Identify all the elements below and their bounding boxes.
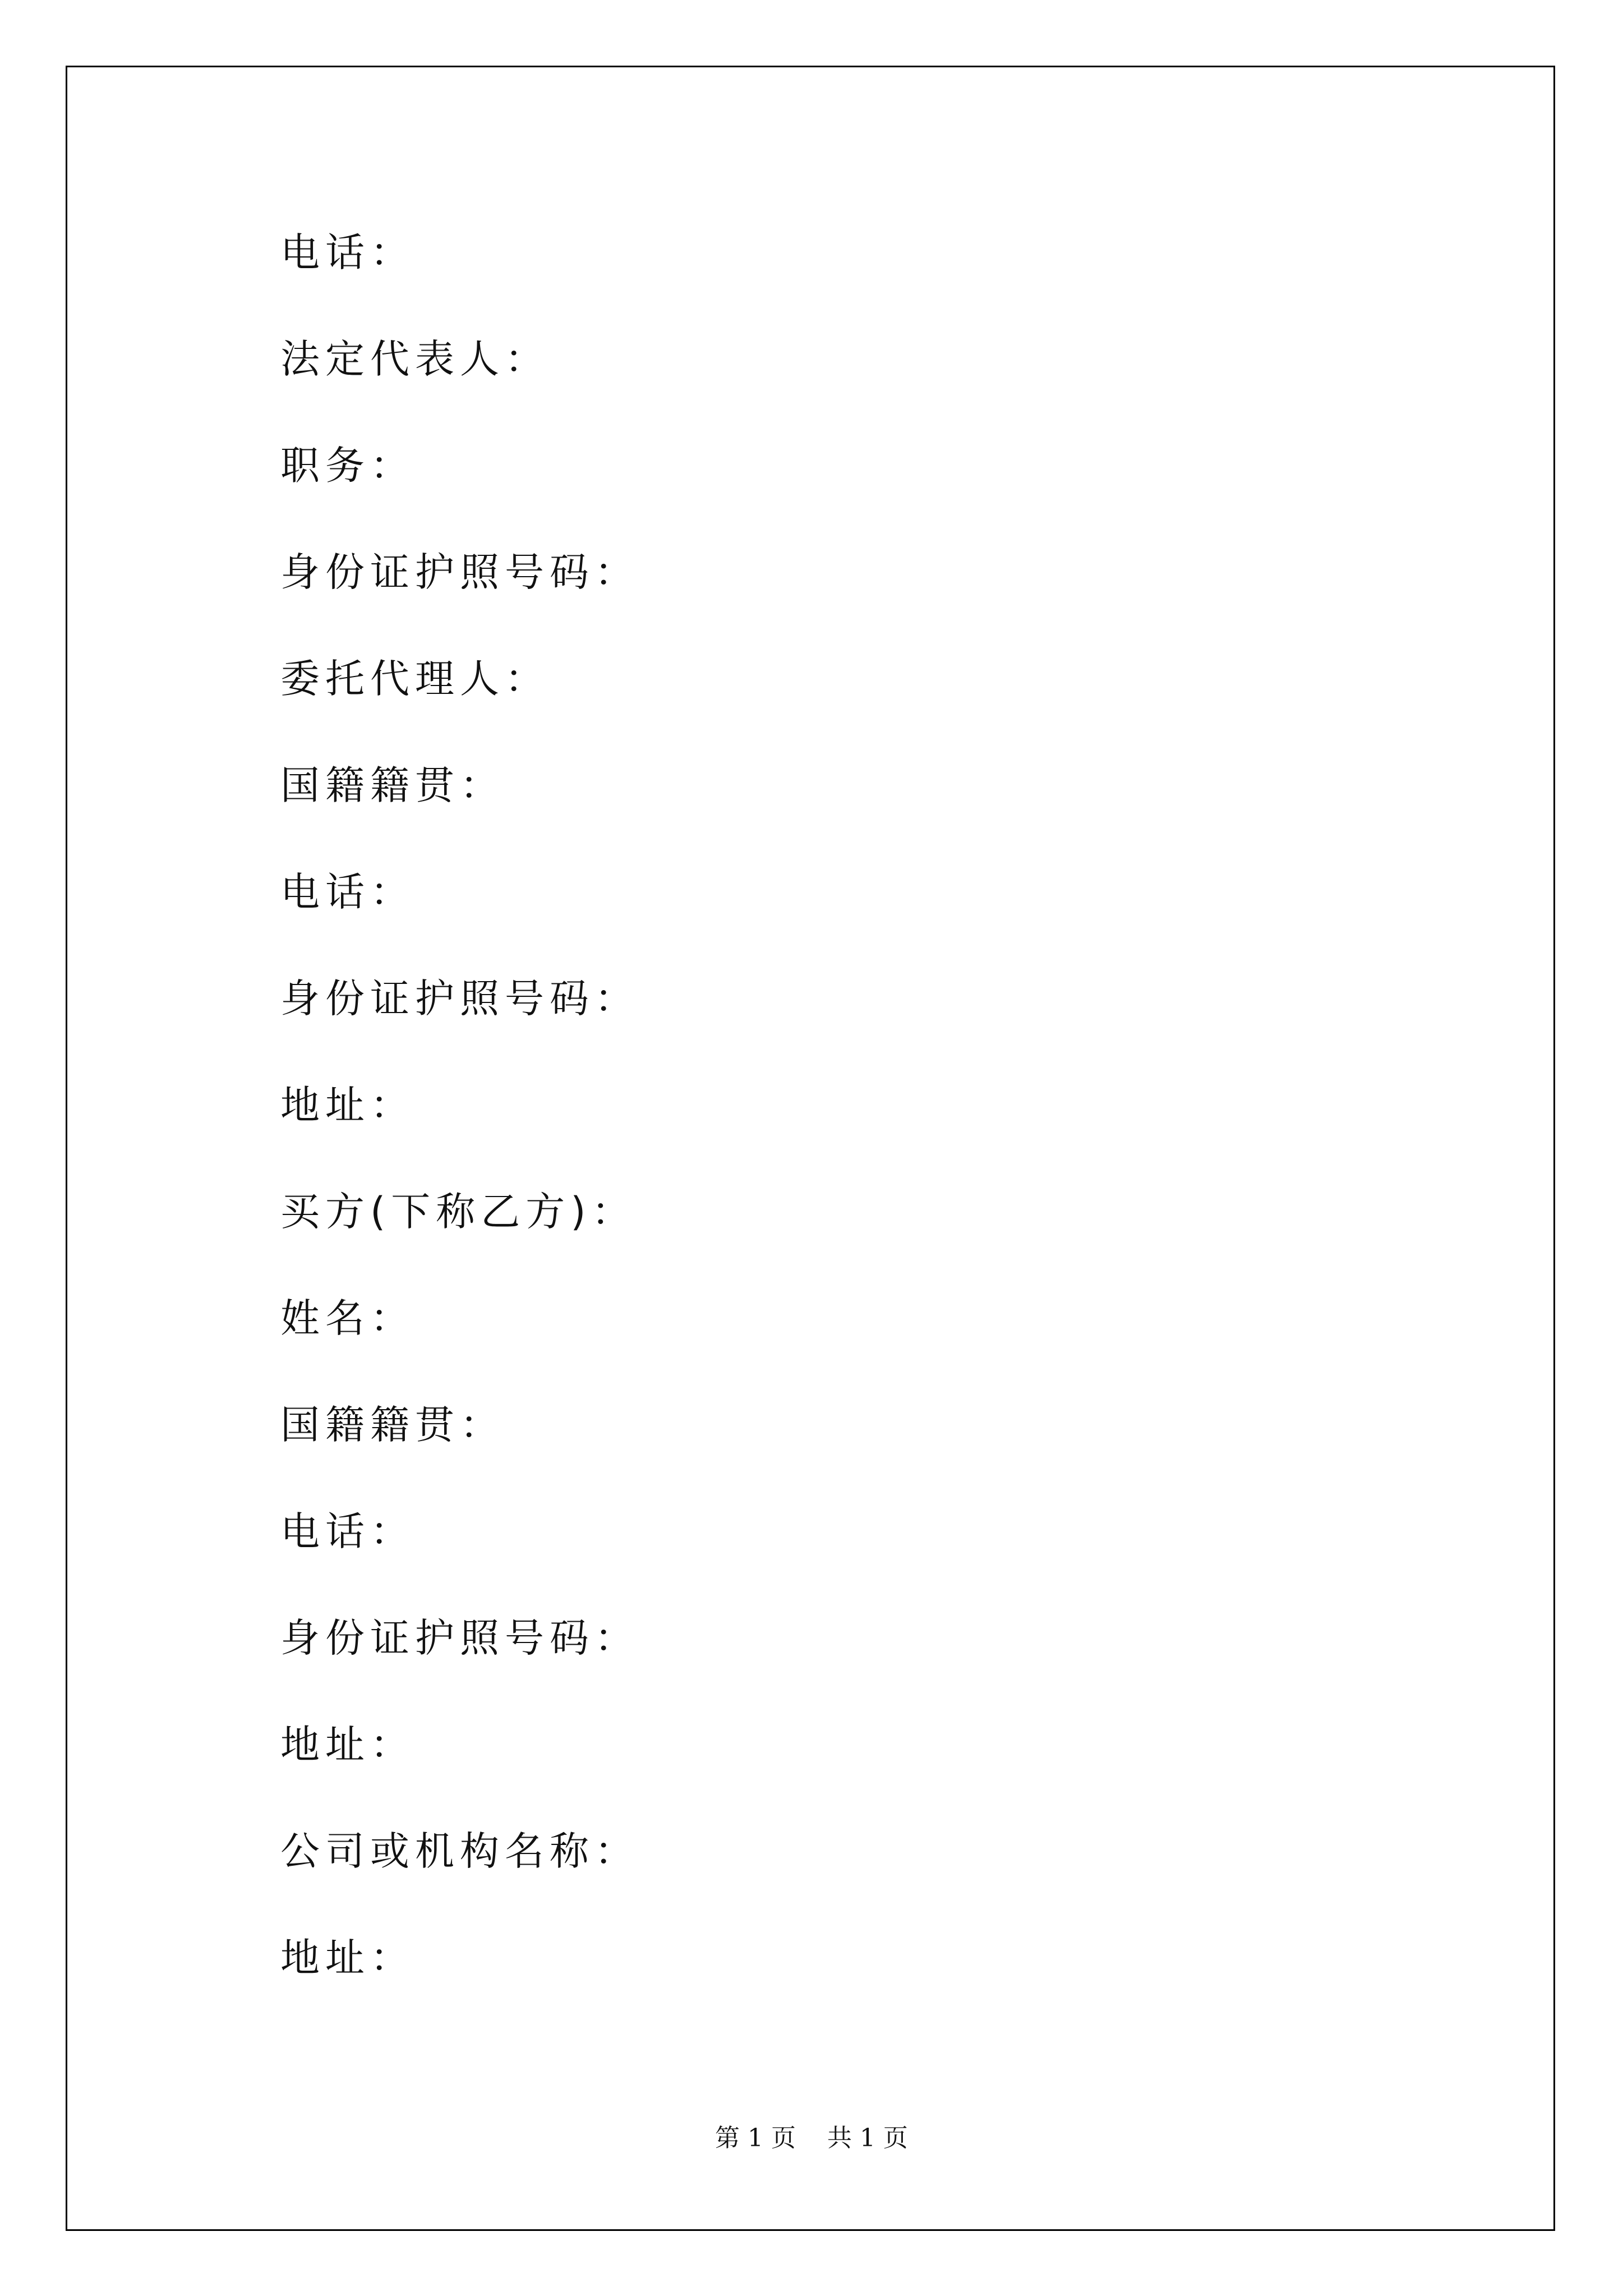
- field-label: 地址：: [280, 1082, 415, 1128]
- field-label: 地址：: [280, 1722, 415, 1768]
- field-label: 法定代表人：: [280, 336, 550, 382]
- field-label: 电话：: [280, 1508, 415, 1554]
- field-label: 身份证护照号码：: [280, 549, 639, 595]
- field-label: 电话：: [280, 229, 415, 275]
- field-label: 身份证护照号码：: [280, 1615, 639, 1661]
- field-label: 国籍籍贯：: [280, 762, 505, 808]
- field-label: 地址：: [280, 1935, 415, 1981]
- field-label: 电话：: [280, 869, 415, 915]
- document-body: [280, 219, 1458, 2031]
- section-heading-buyer: 买方(下称乙方)：: [280, 1189, 637, 1235]
- field-label: 委托代理人：: [280, 656, 550, 702]
- field-label: 姓名：: [280, 1295, 415, 1341]
- field-label: 公司或机构名称：: [280, 1828, 639, 1874]
- page-number-footer: 第 1 页 共 1 页: [715, 2124, 908, 2152]
- field-label: 职务：: [280, 443, 415, 489]
- field-label: 身份证护照号码：: [280, 976, 639, 1022]
- field-label: 国籍籍贯：: [280, 1402, 505, 1448]
